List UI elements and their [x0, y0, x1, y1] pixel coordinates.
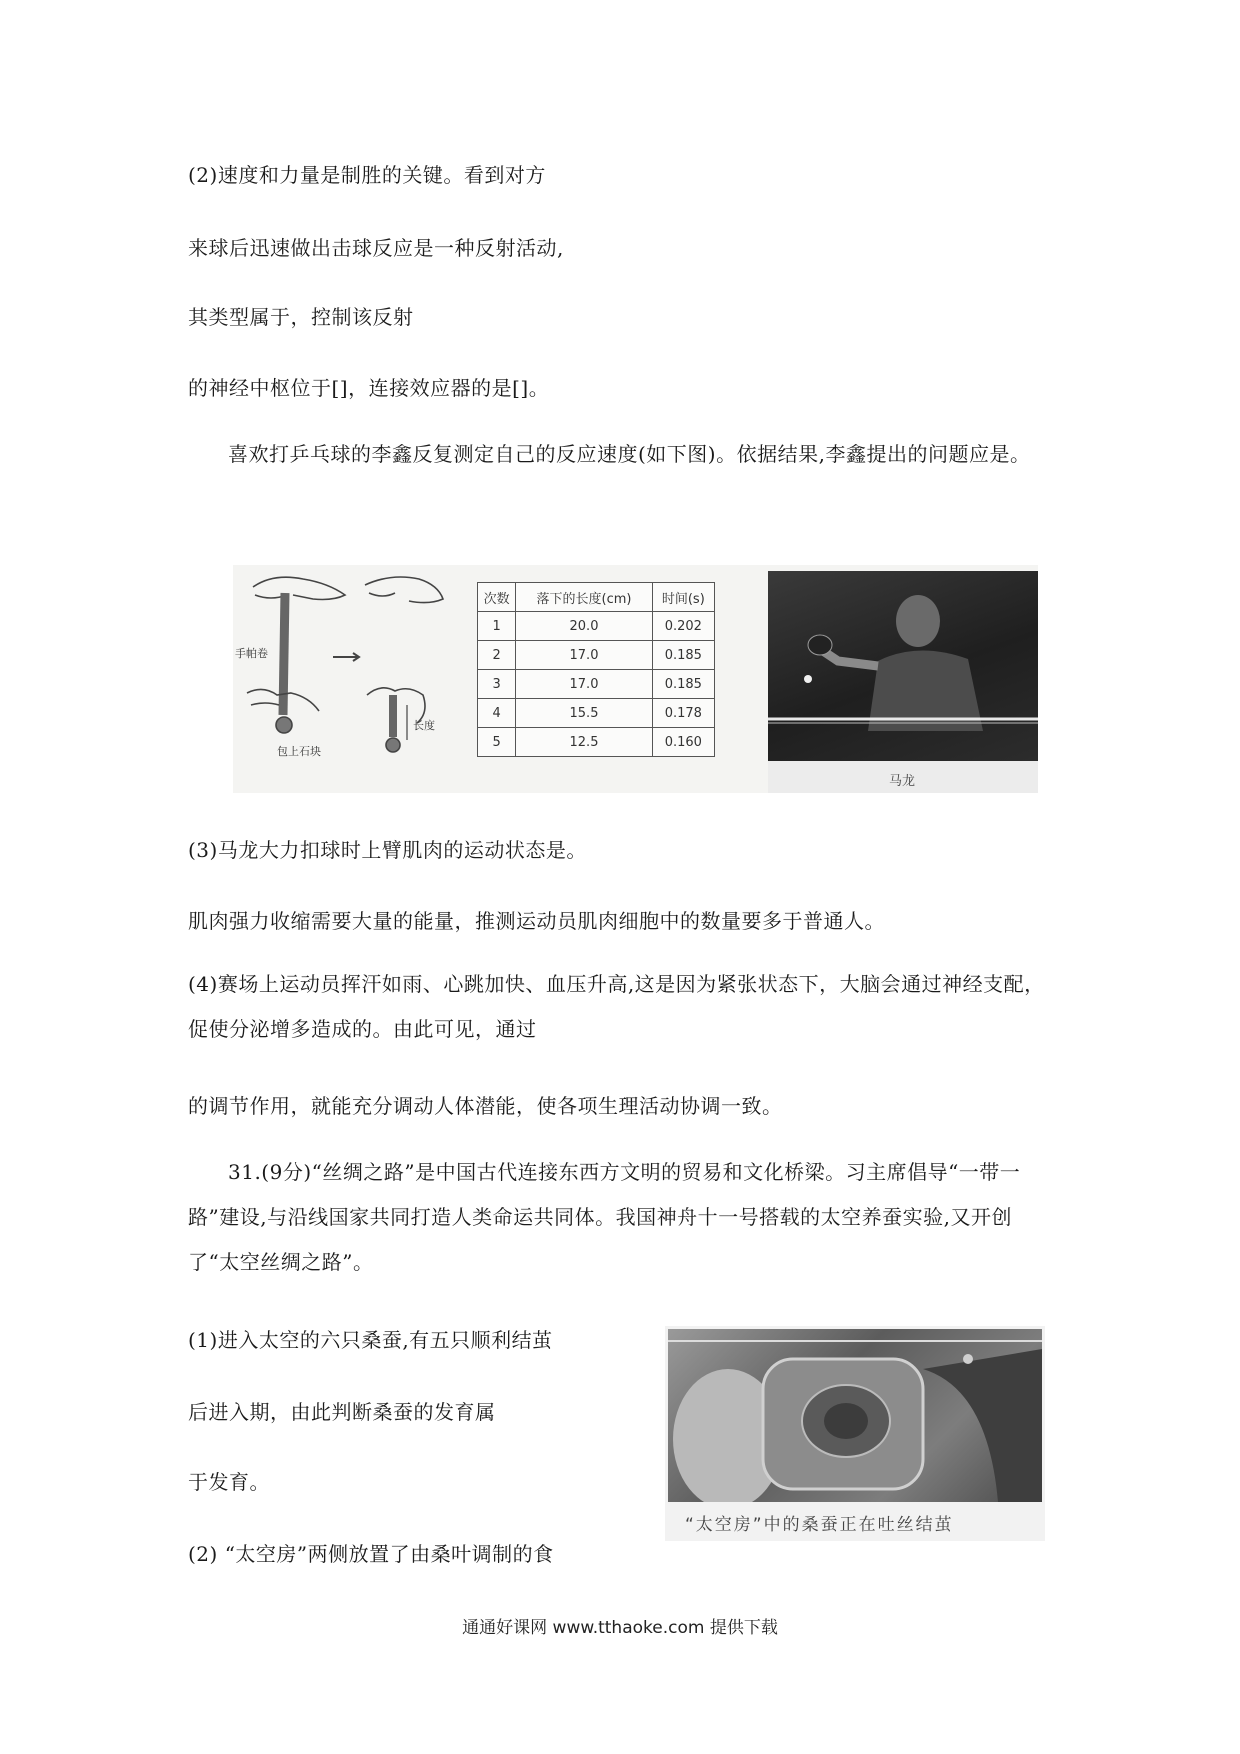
handkerchief-drop-sketch: [233, 565, 453, 793]
table-cell: 0.160: [652, 728, 714, 757]
q2-line-1: (2)速度和力量是制胜的关键。看到对方: [188, 163, 546, 187]
reaction-test-figure: [233, 565, 1038, 793]
table-cell: 5: [478, 728, 516, 757]
q31-2-line-1: (2) “太空房”两侧放置了由桑叶调制的食: [188, 1542, 554, 1566]
page-footer: 通通好课网 www.tthaoke.com 提供下载: [462, 1618, 778, 1638]
table-cell: 15.5: [516, 699, 652, 728]
q31-1-line-2: 后进入期，由此判断桑蚕的发育属: [188, 1400, 496, 1424]
space-house-illustration: [668, 1329, 1042, 1502]
table-cell: 0.185: [652, 670, 714, 699]
label-handkerchief: 手帕卷: [235, 647, 268, 660]
photo-caption: 马龙: [889, 774, 916, 789]
q31-paragraph: 31.(9分)“丝绸之路”是中国古代连接东西方文明的贸易和文化桥梁。习主席倡导“一带一路”建设,与沿线国家共同打造人类命运共同体。我国神舟十一号搭载的太空养蚕实验,又开创了“太空丝绸之路”。: [188, 1160, 1021, 1274]
ma-long-photo: [768, 571, 1038, 793]
q31-1-line-3: 于发育。: [188, 1470, 270, 1494]
table-row: [478, 699, 715, 728]
label-stone: 包上石块: [277, 745, 321, 758]
q2-line-3: 其类型属于，控制该反射: [188, 305, 414, 329]
space-house-photo: [668, 1329, 1042, 1502]
table-header-row: [478, 583, 715, 612]
table-cell: 17.0: [516, 670, 652, 699]
space-silkworm-figure: [665, 1326, 1045, 1541]
table-cell: 20.0: [516, 612, 652, 641]
table-header: 落下的长度(cm): [516, 583, 652, 612]
table-cell: 0.202: [652, 612, 714, 641]
table-cell: 1: [478, 612, 516, 641]
photo-background: [768, 571, 1038, 761]
table-cell: 2: [478, 641, 516, 670]
q3-line-2: 肌肉强力收缩需要大量的能量，推测运动员肌肉细胞中的数量要多于普通人。: [188, 909, 885, 933]
table-cell: 0.185: [652, 641, 714, 670]
table-row: [478, 670, 715, 699]
table-cell: 0.178: [652, 699, 714, 728]
player-silhouette: [768, 571, 1038, 761]
table-cell: 12.5: [516, 728, 652, 757]
label-length: 长度: [413, 719, 435, 732]
table-header: 次数: [478, 583, 516, 612]
photo-caption: “太空房”中的桑蚕正在吐丝结茧: [685, 1515, 954, 1535]
q2-experiment-paragraph: 喜欢打乒乓球的李鑫反复测定自己的反应速度(如下图)。依据结果,李鑫提出的问题应是。: [228, 442, 1031, 466]
table-header: 时间(s): [652, 583, 714, 612]
table-cell: 3: [478, 670, 516, 699]
q31-1-line-1: (1)进入太空的六只桑蚕,有五只顺利结茧: [188, 1328, 553, 1352]
table-row: [478, 641, 715, 670]
table-cell: 17.0: [516, 641, 652, 670]
q2-line-4: 的神经中枢位于[]，连接效应器的是[]。: [188, 376, 550, 400]
table-cell: 4: [478, 699, 516, 728]
reaction-data-table: [477, 582, 715, 757]
q4-line-2: 的调节作用，就能充分调动人体潜能，使各项生理活动协调一致。: [188, 1094, 783, 1118]
table-row: [478, 728, 715, 757]
q3-line-1: (3)马龙大力扣球时上臂肌肉的运动状态是。: [188, 838, 587, 862]
q4-paragraph: (4)赛场上运动员挥汗如雨、心跳加快、血压升高,这是因为紧张状态下，大脑会通过神经支配，促使分泌增多造成的。由此可见，通过: [188, 972, 1045, 1041]
table-row: [478, 612, 715, 641]
q2-line-2: 来球后迅速做出击球反应是一种反射活动,: [188, 236, 564, 260]
